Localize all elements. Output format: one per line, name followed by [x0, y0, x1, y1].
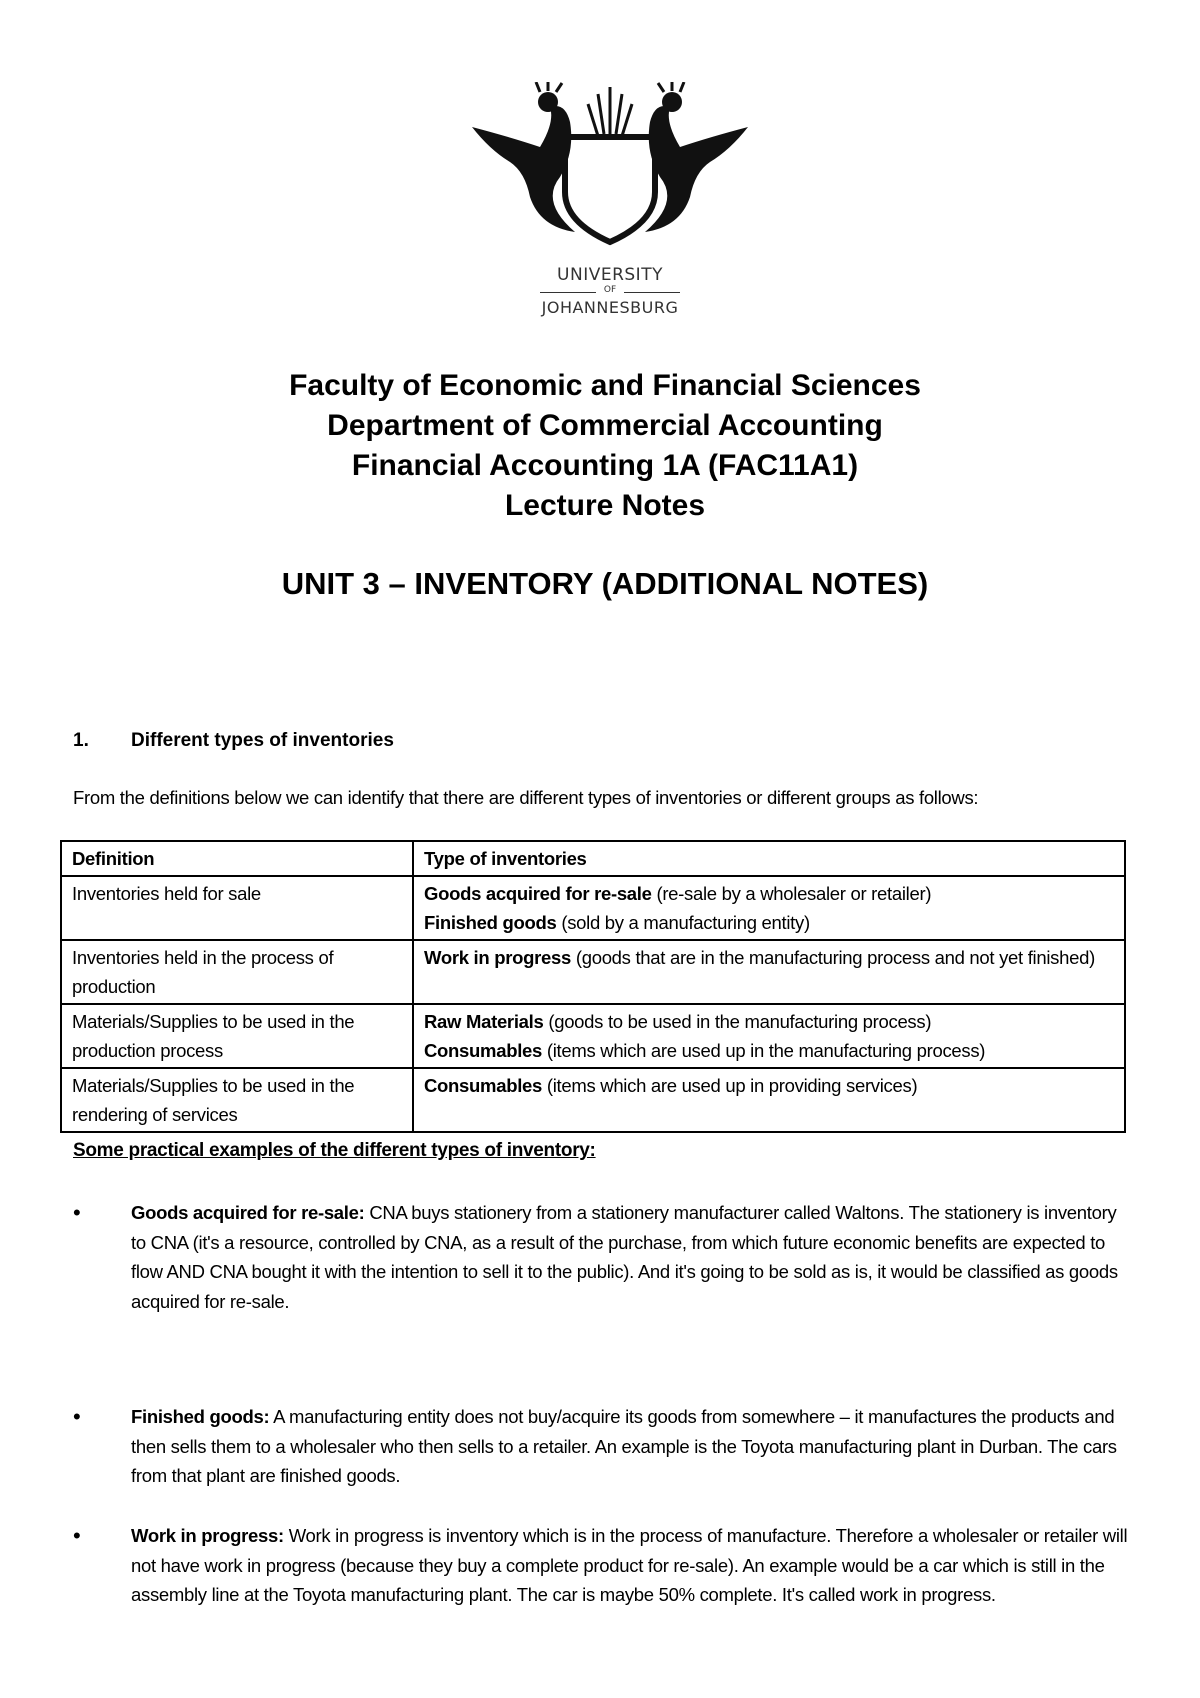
type-name: Finished goods [424, 912, 557, 933]
example-text: A manufacturing entity does not buy/acquire its goods from somewhere – it manufactures the products and then sells them to a wholesaler who then sells to a retailer. An example is the Toyota manufacturing plant in Durban. The cars from that plant are finished goods. [131, 1406, 1117, 1486]
list-item [73, 1198, 1133, 1316]
table-cell-types [413, 1004, 1125, 1068]
section-number: 1. [73, 730, 89, 751]
example-text: CNA buys stationery from a stationery manufacturer called Waltons. The stationery is inventory to CNA (it's a resource, controlled by CNA, as a result of the purchase, from which future economic benefits are expected to flow AND CNA bought it with the intention to sell it to the public). And it's going to be sold as is, it would be classified as goods acquired for re-sale. [131, 1202, 1118, 1312]
section-heading-text: Different types of inventories [131, 730, 394, 751]
table-row [61, 876, 1125, 940]
bullet-icon: • [73, 1523, 81, 1548]
table-cell-definition: Inventories held in the process of production [61, 940, 413, 1004]
table-cell-definition: Materials/Supplies to be used in the rendering of services [61, 1068, 413, 1132]
logo-text-of: OF [603, 285, 617, 295]
bullet-icon: • [73, 1404, 81, 1429]
list-item [73, 1521, 1133, 1610]
title-block [0, 366, 1200, 526]
type-desc: (items which are used up in providing services) [542, 1075, 918, 1096]
table-row [61, 940, 1125, 1004]
department-title: Department of Commercial Accounting [327, 409, 883, 442]
table-row [61, 1004, 1125, 1068]
table-header-type: Type of inventories [413, 841, 1125, 876]
type-desc: (sold by a manufacturing entity) [556, 912, 810, 933]
faculty-title: Faculty of Economic and Financial Sciences [289, 369, 921, 402]
examples-heading: Some practical examples of the different types of inventory: [73, 1140, 596, 1161]
example-label: Goods acquired for re-sale: [131, 1202, 365, 1223]
table-cell-types [413, 876, 1125, 940]
lecture-notes-title: Lecture Notes [504, 489, 706, 522]
example-label: Finished goods: [131, 1406, 270, 1427]
type-name: Raw Materials [424, 1011, 544, 1032]
logo-text-johannesburg: JOHANNESBURG [541, 298, 679, 317]
type-desc: (items which are used up in the manufacturing process) [542, 1040, 986, 1061]
type-desc: (goods to be used in the manufacturing process) [543, 1011, 932, 1032]
type-name: Consumables [424, 1040, 543, 1061]
example-label: Work in progress: [131, 1525, 284, 1546]
type-name: Goods acquired for re-sale [424, 883, 652, 904]
unit-title: UNIT 3 – INVENTORY (ADDITIONAL NOTES) [281, 566, 929, 601]
section-intro: From the definitions below we can identify that there are different types of inventories or different groups as follows: [73, 787, 979, 808]
list-item [73, 1402, 1133, 1491]
crest-icon [470, 82, 750, 252]
table-header-definition: Definition [61, 841, 413, 876]
course-title: Financial Accounting 1A (FAC11A1) [351, 449, 859, 482]
inventory-types-table [60, 840, 1126, 1133]
type-desc: (re-sale by a wholesaler or retailer) [651, 883, 932, 904]
table-row [61, 1068, 1125, 1132]
table-cell-definition: Materials/Supplies to be used in the production process [61, 1004, 413, 1068]
table-cell-types [413, 1068, 1125, 1132]
table-cell-definition: Inventories held for sale [61, 876, 413, 940]
table-header-row [61, 841, 1125, 876]
type-name: Work in progress [424, 947, 572, 968]
type-desc: (goods that are in the manufacturing process and not yet finished) [571, 947, 1095, 968]
university-logo [470, 82, 750, 332]
example-text: Work in progress is inventory which is in the process of manufacture. Therefore a wholesaler or retailer will not have work in progress (because they buy a complete product for re-sale). An example would be a car which is still in the assembly line at the Toyota manufacturing plant. The car is maybe 50% complete. It's called work in progress. [131, 1525, 1128, 1605]
section-heading [73, 730, 394, 752]
type-name: Consumables [424, 1075, 543, 1096]
bullet-icon: • [73, 1200, 81, 1225]
table-cell-types [413, 940, 1125, 1004]
logo-text-university: UNIVERSITY [557, 265, 663, 285]
